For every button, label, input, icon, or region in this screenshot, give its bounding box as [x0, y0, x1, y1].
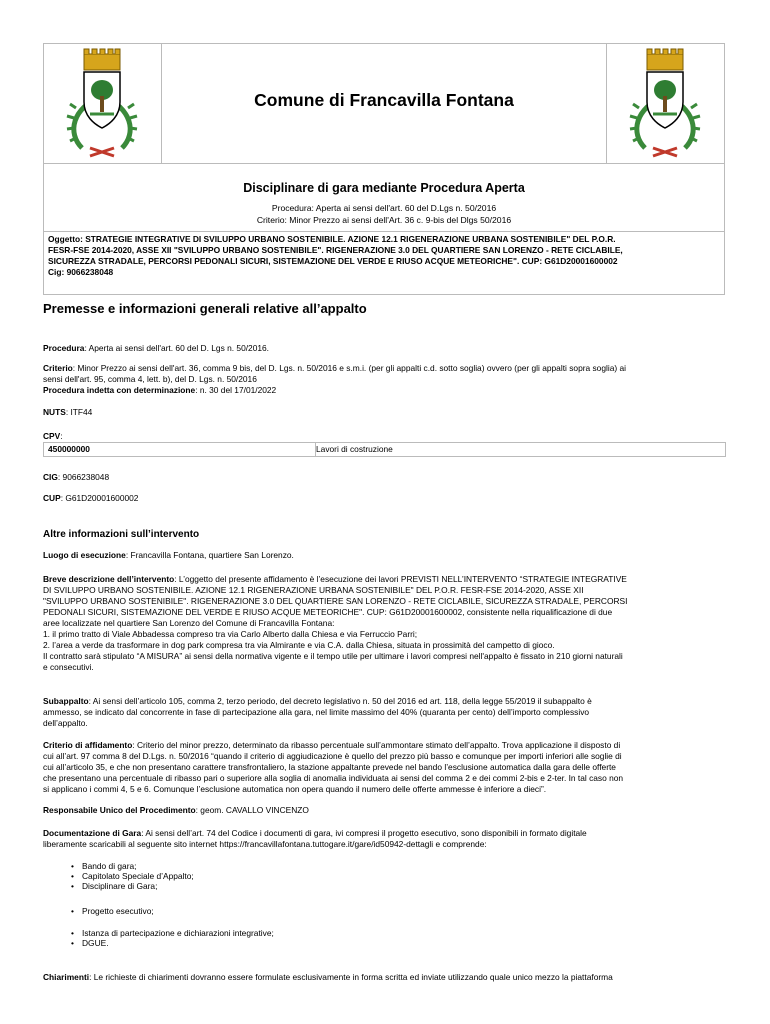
- coat-of-arms-icon: [62, 48, 142, 158]
- list-item: • Disciplinare di Gara;: [71, 881, 194, 891]
- breve-label: Breve descrizione dell’intervento: [43, 574, 175, 584]
- coat-of-arms-icon: [625, 48, 705, 158]
- list-item: • Istanza di partecipazione e dichiarazioni integrative;: [71, 928, 274, 938]
- rup-text: : geom. CAVALLO VINCENZO: [195, 805, 309, 815]
- affidamento-text: cui all’articolo 35, e che non presentano carattere transfrontaliero, la stazione appaltante prevede nel bando l’esclusione automatica dalla gara delle offerte: [43, 762, 616, 772]
- list-item: • Capitolato Speciale d’Appalto;: [71, 871, 194, 881]
- breve-text: : L’oggetto del presente affidamento è l’esecuzione dei lavori PREVISTI NELL’INTERVENTO “STRATEGIE INTEGRATIVE: [174, 574, 627, 584]
- chiarimenti-label: Chiarimenti: [43, 972, 90, 982]
- breve-text: Il contratto sarà stipulato “A MISURA” ai sensi della normativa vigente e il tempo utile per ultimare i lavori compresi nell'appalto è fissato in 210 giorni naturali: [43, 651, 623, 661]
- rup-paragraph: [43, 805, 726, 816]
- cpv-code: 450000000: [44, 443, 316, 456]
- nuts-text: : ITF44: [65, 407, 93, 417]
- affidamento-text: : Criterio del minor prezzo, determinato da ribasso percentuale sull’ammontare stimato dell’appalto. Trova applicazione il disposto di: [132, 740, 621, 750]
- list-item: • Progetto esecutivo;: [71, 906, 154, 916]
- chiarimenti-paragraph: [43, 972, 726, 983]
- oggetto-line: SICUREZZA STRADALE, PERCORSI PEDONALI SICURI, SISTEMAZIONE DEL VERDE E RIUSO ACQUE METEORICHE". CUP: G61D20001600002: [48, 256, 618, 266]
- cup-paragraph: [43, 493, 726, 504]
- altre-heading: Altre informazioni sull’intervento: [43, 529, 200, 540]
- header-doc-row: [44, 163, 724, 232]
- breve-text: 2. l’area a verde da trasformare in dog park compresa tra via Almirante e via C.A. dalla Chiesa, situata in prossimità del campetto di gioco.: [43, 640, 555, 650]
- determinazione-label: Procedura indetta con determinazione: [43, 385, 196, 395]
- doc-title: Disciplinare di gara mediante Procedura Aperta: [243, 181, 525, 195]
- procedura-text: : Aperta ai sensi dell'art. 60 del D. Lgs n. 50/2016.: [84, 343, 270, 353]
- documentazione-text: : Ai sensi dell’art. 74 del Codice i documenti di gara, ivi compresi il progetto esecutivo, sono disponibili in formato digitale: [141, 828, 587, 838]
- documents-list: [71, 861, 194, 891]
- subappalto-label: Subappalto: [43, 696, 89, 706]
- cpv-colon: :: [60, 431, 63, 441]
- subappalto-text: ammesso, se indicato dal concorrente in fase di partecipazione alla gara, nel limite massimo del 40% (quaranta per cento) dell’importo complessivo: [43, 707, 590, 717]
- cup-label: CUP: [43, 493, 61, 503]
- list-item: • Bando di gara;: [71, 861, 194, 871]
- oggetto-block: [48, 234, 720, 278]
- cig-label: CIG: [43, 472, 58, 482]
- comune-title: Comune di Francavilla Fontana: [254, 90, 514, 110]
- affidamento-text: che presentano una percentuale di ribasso pari o superiore alla soglia di anomalia individuata ai sensi del comma 2 e dei commi 2-bis e 2-ter. In tal caso non: [43, 773, 624, 783]
- header-table: [43, 43, 725, 295]
- crest-cell-left: [44, 44, 162, 163]
- cig-paragraph: [43, 472, 726, 483]
- premesse-heading: Premesse e informazioni generali relative all’appalto: [43, 301, 367, 316]
- cpv-paragraph: [43, 431, 726, 442]
- criterio-paragraph: [43, 363, 726, 396]
- crest-cell-right: [606, 44, 724, 163]
- oggetto-line: Cig: 9066238048: [48, 267, 114, 277]
- affidamento-text: cui all’art. 97 comma 8 del D.Lgs. n. 50/2016 “quando il criterio di aggiudicazione è quello del prezzo più basso e comunque per importi inferiori alle soglie di: [43, 751, 622, 761]
- criterio-label: Criterio: [43, 363, 73, 373]
- breve-paragraph: [43, 574, 726, 673]
- documentazione-paragraph: [43, 828, 726, 850]
- header-title-row: [44, 44, 724, 164]
- rup-label: Responsabile Unico del Procedimento: [43, 805, 196, 815]
- nuts-paragraph: [43, 407, 726, 418]
- list-item: • DGUE.: [71, 938, 274, 948]
- breve-text: "SVILUPPO URBANO SOSTENIBILE". RIGENERAZIONE 3.0 DEL QUARTIERE SAN LORENZO - RETE CICLABILE, SICUREZZA STRADALE, PERCORSI: [43, 596, 628, 606]
- documents-list: [71, 928, 274, 948]
- breve-text: aree localizzate nel quartiere San Lorenzo del Comune di Francavilla Fontana:: [43, 618, 335, 628]
- breve-text: 1. il primo tratto di Viale Abbadessa compreso tra via Carlo Alberto dalla Chiesa e via Ferruccio Parri;: [43, 629, 418, 639]
- nuts-label: NUTS: [43, 407, 66, 417]
- affidamento-text: si applicano i commi 4, 5 e 6. Comunque l’esclusione automatica non opera quando il numero delle offerte ammesse è inferiore a dieci”.: [43, 784, 547, 794]
- oggetto-line: Oggetto: STRATEGIE INTEGRATIVE DI SVILUPPO URBANO SOSTENIBILE. AZIONE 12.1 RIGENERAZIONE URBANA SOSTENIBILE" DEL P.O.R.: [48, 234, 616, 244]
- affidamento-paragraph: [43, 740, 726, 795]
- chiarimenti-text: : Le richieste di chiarimenti dovranno essere formulate esclusivamente in forma scritta ed inviate utilizzando quale unico mezzo la piattaforma: [89, 972, 613, 982]
- oggetto-line: FESR-FSE 2014-2020, ASSE XII "SVILUPPO URBANO SOSTENIBILE". RIGENERAZIONE 3.0 DEL QUARTIERE SAN LORENZO - RETE CICLABILE,: [48, 245, 623, 255]
- procedura-label: Procedura: [43, 343, 85, 353]
- cpv-label: CPV: [43, 431, 61, 441]
- luogo-label: Luogo di esecuzione: [43, 550, 126, 560]
- documents-list: [71, 906, 154, 916]
- determinazione-text: : n. 30 del 17/01/2022: [195, 385, 277, 395]
- subappalto-text: dell’appalto.: [43, 718, 88, 728]
- breve-text: DI SVILUPPO URBANO SOSTENIBILE. AZIONE 12.1 RIGENERAZIONE URBANA SOSTENIBILE" DEL P.O.R. FESR-FSE 2014-2020, ASSE XII: [43, 585, 584, 595]
- subappalto-paragraph: [43, 696, 726, 729]
- luogo-paragraph: [43, 550, 726, 561]
- documentazione-label: Documentazione di Gara: [43, 828, 142, 838]
- cig-text: : 9066238048: [57, 472, 110, 482]
- breve-text: e consecutivi.: [43, 662, 94, 672]
- criterio-text: sensi dell'art. 95, comma 4, lett. b), del D. Lgs. n. 50/2016: [43, 374, 257, 384]
- criterio-line: Criterio: Minor Prezzo ai sensi dell'Art. 36 c. 9-bis del Dlgs 50/2016: [256, 215, 512, 225]
- affidamento-label: Criterio di affidamento: [43, 740, 133, 750]
- subappalto-text: : Ai sensi dell’articolo 105, comma 2, terzo periodo, del decreto legislativo n. 50 del 2016 ed art. 118, della legge 55/2019 il subappalto è: [88, 696, 592, 706]
- documentazione-text: liberamente scaricabili al seguente sito internet https://francavillafontana.tuttogare.it/gare/id50942-dettagli e comprende:: [43, 839, 487, 849]
- luogo-text: : Francavilla Fontana, quartiere San Lorenzo.: [125, 550, 294, 560]
- procedura-line: Procedura: Aperta ai sensi dell'art. 60 del D.Lgs n. 50/2016: [271, 203, 497, 213]
- cpv-table: [43, 442, 726, 457]
- breve-text: PEDONALI SICURI, SISTEMAZIONE DEL VERDE E RIUSO ACQUE METEORICHE". CUP: G61D20001600002, consistente nella riqualificazione di due: [43, 607, 613, 617]
- criterio-text: : Minor Prezzo ai sensi dell'art. 36, comma 9 bis, del D. Lgs. n. 50/2016 e s.m.i. (per gli appalti c.d. sotto soglia) ovvero (per gli appalti sopra soglia) ai: [72, 363, 627, 373]
- cup-text: : G61D20001600002: [60, 493, 139, 503]
- procedura-paragraph: [43, 343, 726, 354]
- cpv-description: Lavori di costruzione: [316, 444, 393, 454]
